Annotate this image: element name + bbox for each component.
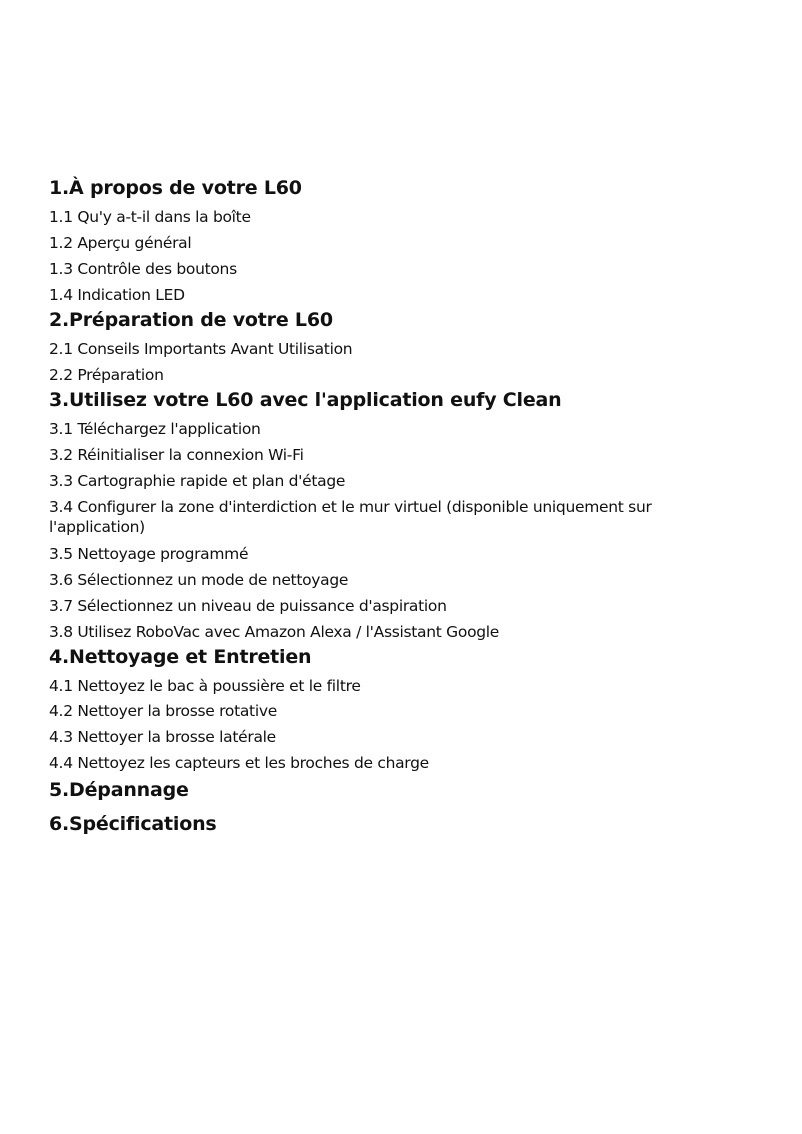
toc-entry[interactable]: 3.4 Configurer la zone d'interdiction et le mur virtuel (disponible uniquement sur l'application) — [49, 498, 652, 536]
toc-heading[interactable]: 6.Spécifications — [49, 813, 217, 835]
toc-heading[interactable]: 1.À propos de votre L60 — [49, 177, 302, 199]
toc-entry[interactable]: 1.1 Qu'y a-t-il dans la boîte — [49, 208, 251, 226]
toc-entry[interactable]: 3.1 Téléchargez l'application — [49, 420, 261, 438]
toc-heading[interactable]: 3.Utilisez votre L60 avec l'application eufy Clean — [49, 389, 562, 411]
toc-heading[interactable]: 4.Nettoyage et Entretien — [49, 646, 312, 668]
toc-entry[interactable]: 2.2 Préparation — [49, 366, 164, 384]
toc-entry[interactable]: 3.7 Sélectionnez un niveau de puissance d'aspiration — [49, 597, 447, 615]
toc-section-4 — [49, 645, 749, 773]
toc-heading[interactable]: 2.Préparation de votre L60 — [49, 309, 333, 331]
toc-entry[interactable]: 4.4 Nettoyez les capteurs et les broches de charge — [49, 754, 429, 772]
toc-entry[interactable]: 4.1 Nettoyez le bac à poussière et le filtre — [49, 677, 361, 695]
toc-entry[interactable]: 3.3 Cartographie rapide et plan d'étage — [49, 472, 346, 490]
toc-section-5 — [49, 778, 749, 802]
toc-entry[interactable]: 1.2 Aperçu général — [49, 234, 192, 252]
toc-section-1 — [49, 176, 749, 305]
table-of-contents — [49, 176, 749, 836]
toc-entry[interactable]: 3.6 Sélectionnez un mode de nettoyage — [49, 571, 349, 589]
toc-entry[interactable]: 4.3 Nettoyer la brosse latérale — [49, 728, 276, 746]
toc-section-2 — [49, 308, 749, 385]
toc-entry[interactable]: 2.1 Conseils Importants Avant Utilisation — [49, 340, 353, 358]
toc-entry[interactable]: 3.5 Nettoyage programmé — [49, 545, 249, 563]
toc-heading[interactable]: 5.Dépannage — [49, 779, 189, 801]
toc-section-6 — [49, 812, 749, 836]
toc-entry[interactable]: 4.2 Nettoyer la brosse rotative — [49, 702, 277, 720]
toc-section-3 — [49, 388, 749, 642]
toc-entry[interactable]: 1.3 Contrôle des boutons — [49, 260, 237, 278]
toc-entry[interactable]: 3.2 Réinitialiser la connexion Wi-Fi — [49, 446, 304, 464]
toc-entry[interactable]: 1.4 Indication LED — [49, 286, 185, 304]
toc-entry[interactable]: 3.8 Utilisez RoboVac avec Amazon Alexa / l'Assistant Google — [49, 623, 500, 641]
